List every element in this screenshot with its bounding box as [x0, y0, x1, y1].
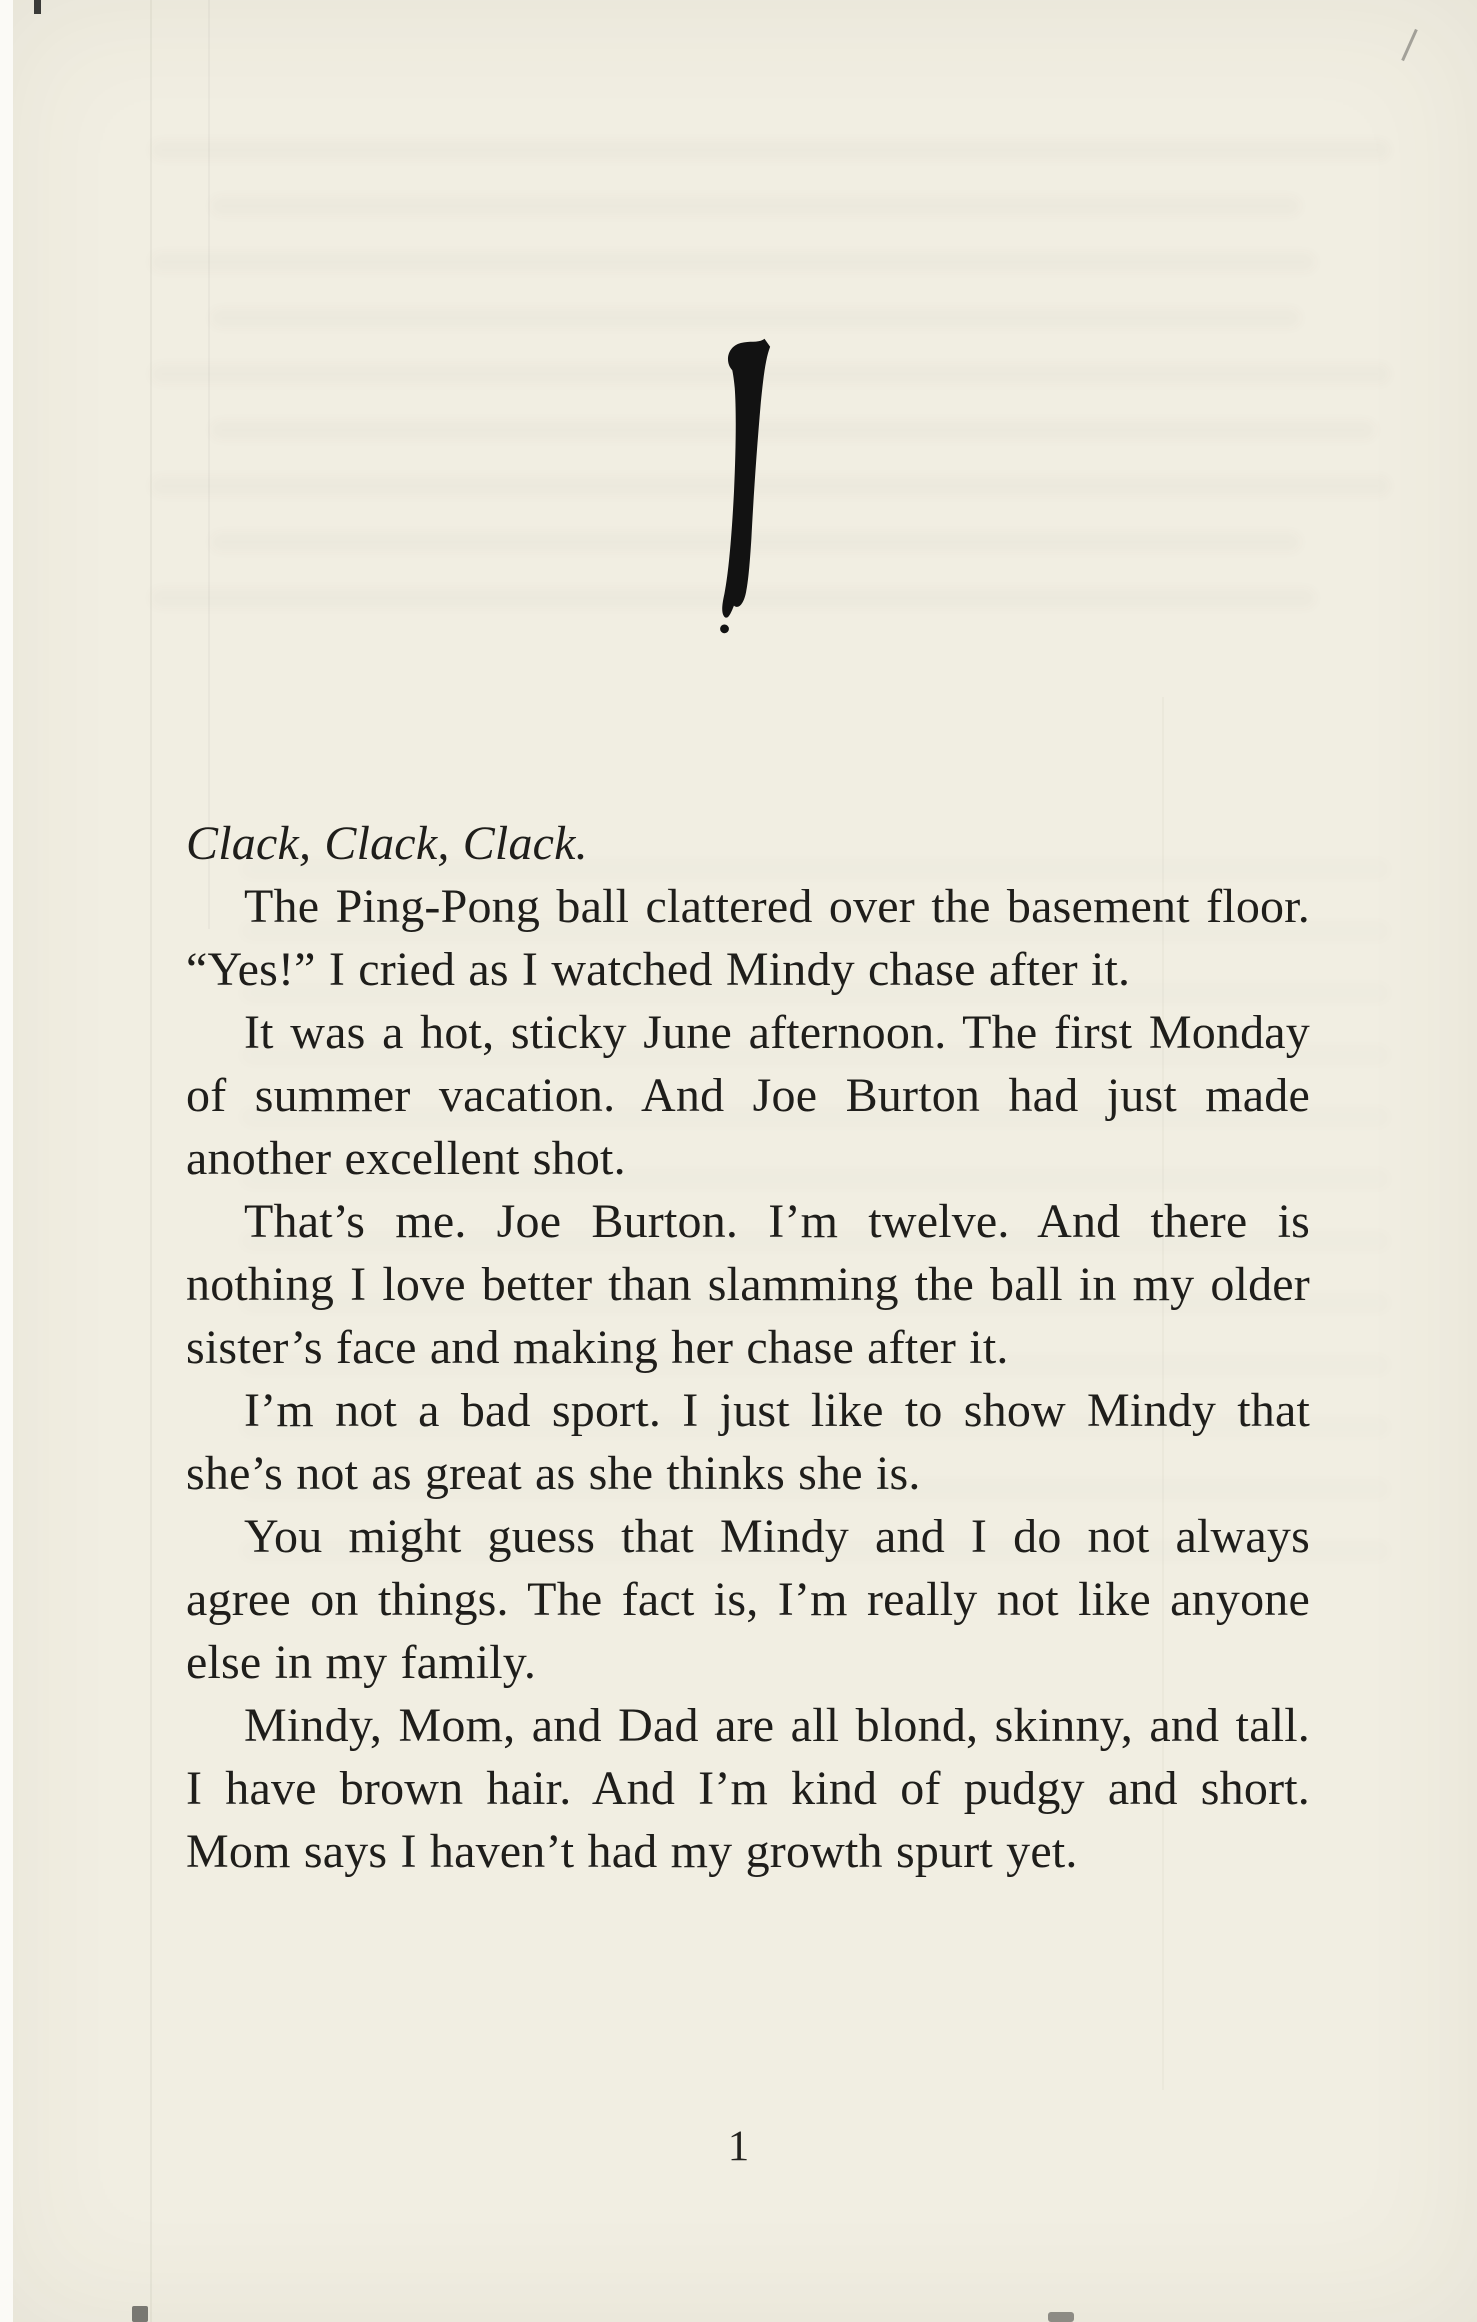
scan-edge [0, 0, 13, 2322]
page-crease [150, 0, 152, 2322]
scan-artifact [1401, 29, 1418, 61]
paragraph: The Ping-Pong ball clattered over the basement floor. “Yes!” I cried as I watched Mindy chase after it. [186, 880, 1310, 996]
page-number: 1 [727, 2123, 750, 2170]
paragraph: I’m not a bad sport. I just like to show Mindy that she’s not as great as she thinks she is. [186, 1384, 1310, 1500]
paragraph: You might guess that Mindy and I do not always agree on things. The fact is, I’m really not like anyone else in my family. [186, 1510, 1310, 1689]
paragraph: Clack, Clack, Clack. [186, 817, 588, 870]
scan-artifact [34, 0, 41, 14]
page-crease [208, 0, 210, 929]
paragraph: It was a hot, sticky June afternoon. The first Monday of summer vacation. And Joe Burton had just made another excellent shot. [186, 1006, 1310, 1185]
body-text [186, 812, 1310, 1883]
chapter-number-one-brush-glyph [684, 335, 790, 643]
paragraph: That’s me. Joe Burton. I’m twelve. And there is nothing I love better than slamming the ball in my older sister’s face and making her chase after it. [186, 1195, 1310, 1374]
scan-artifact [132, 2306, 148, 2322]
paragraph: Mindy, Mom, and Dad are all blond, skinny, and tall. I have brown hair. And I’m kind of pudgy and short. Mom says I haven’t had my growth spurt yet. [186, 1699, 1310, 1878]
scan-artifact [1048, 2312, 1074, 2322]
